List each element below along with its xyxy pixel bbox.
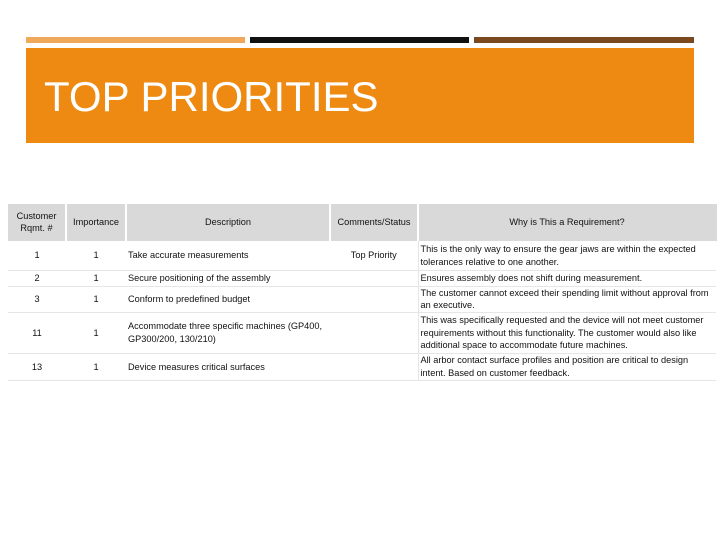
title-banner <box>26 48 694 143</box>
cell-rqmt: 11 <box>8 312 66 353</box>
requirements-table <box>8 204 717 381</box>
cell-why: This is the only way to ensure the gear jaws are within the expected tolerances relative to one another. <box>418 241 716 271</box>
col-header-comments: Comments/Status <box>330 204 418 241</box>
cell-rqmt: 13 <box>8 353 66 380</box>
table-row <box>8 287 716 313</box>
cell-comments <box>330 271 418 287</box>
table-row <box>8 353 716 380</box>
cell-rqmt: 1 <box>8 241 66 271</box>
table-row <box>8 241 716 271</box>
cell-comments <box>330 353 418 380</box>
table-row <box>8 312 716 353</box>
accent-bar-right <box>474 37 694 43</box>
cell-importance: 1 <box>66 241 126 271</box>
accent-bar-middle <box>250 37 469 43</box>
cell-comments <box>330 312 418 353</box>
cell-why: The customer cannot exceed their spending limit without approval from an executive. <box>418 287 716 313</box>
cell-description: Accommodate three specific machines (GP400, GP300/200, 130/210) <box>126 312 330 353</box>
cell-description: Conform to predefined budget <box>126 287 330 313</box>
cell-rqmt: 2 <box>8 271 66 287</box>
col-header-rqmt: Customer Rqmt. # <box>8 204 66 241</box>
accent-bar-left <box>26 37 245 43</box>
table-row <box>8 271 716 287</box>
cell-why: All arbor contact surface profiles and position are critical to design intent. Based on customer feedback. <box>418 353 716 380</box>
cell-why: Ensures assembly does not shift during measurement. <box>418 271 716 287</box>
cell-importance: 1 <box>66 353 126 380</box>
cell-importance: 1 <box>66 271 126 287</box>
cell-description: Device measures critical surfaces <box>126 353 330 380</box>
cell-why: This was specifically requested and the device will not meet customer requirements without this functionality. The customer would also like additional space to accommodate future machines. <box>418 312 716 353</box>
cell-rqmt: 3 <box>8 287 66 313</box>
cell-importance: 1 <box>66 287 126 313</box>
table-header-row <box>8 204 716 241</box>
slide-title: TOP PRIORITIES <box>44 73 379 120</box>
col-header-description: Description <box>126 204 330 241</box>
col-header-why: Why is This a Requirement? <box>418 204 716 241</box>
cell-comments: Top Priority <box>330 241 418 271</box>
cell-description: Take accurate measurements <box>126 241 330 271</box>
cell-description: Secure positioning of the assembly <box>126 271 330 287</box>
cell-comments <box>330 287 418 313</box>
col-header-importance: Importance <box>66 204 126 241</box>
cell-importance: 1 <box>66 312 126 353</box>
